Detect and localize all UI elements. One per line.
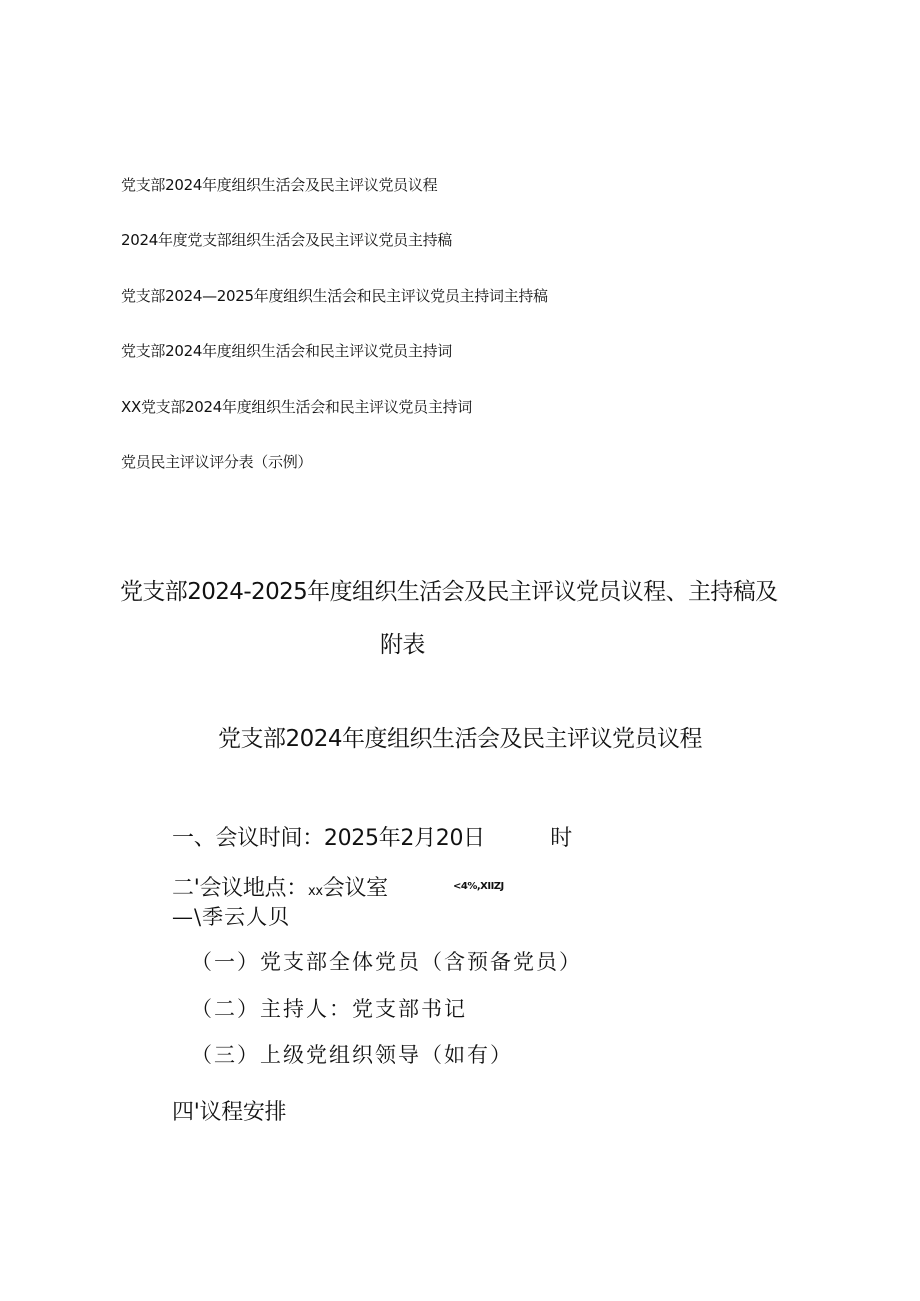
meeting-place (172, 871, 388, 902)
meeting-time-suffix: 时 (550, 826, 572, 851)
ocr-artifact-mark: <4%,XIIZJ (453, 881, 504, 892)
attendee-item-3: （三）上级党组织领导（如有） (191, 1043, 513, 1067)
toc-item-6[interactable]: 党员民主评议评分表（示例） (121, 453, 313, 471)
meeting-time-label: 一、会议时间：2025年2月20日 (172, 826, 485, 851)
section-title: 党支部2024年度组织生活会及民主评议党员议程 (217, 726, 703, 752)
attendees-heading: —\季云人贝 (172, 905, 291, 929)
toc-item-2[interactable]: 2024年度党支部组织生活会及民主评议党员主持稿 (121, 231, 452, 249)
meeting-place-label: 二'会议地点： (172, 876, 308, 901)
attendee-item-2: （二）主持人：党支部书记 (191, 997, 467, 1021)
toc-item-1[interactable]: 党支部2024年度组织生活会及民主评议党员议程 (121, 176, 438, 194)
document-title-line-1: 党支部2024-2025年度组织生活会及民主评议党员议程、主持稿及 (120, 579, 778, 605)
meeting-place-prefix: xx (307, 884, 323, 899)
meeting-time (172, 821, 572, 852)
attendee-item-1: （一）党支部全体党员（含预备党员） (191, 950, 582, 974)
toc-item-3[interactable]: 党支部2024—2025年度组织生活会和民主评议党员主持词主持稿 (121, 287, 548, 305)
meeting-place-value: 会议室 (322, 876, 388, 901)
toc-item-5[interactable]: XX党支部2024年度组织生活会和民主评议党员主持词 (121, 398, 472, 416)
toc-item-4[interactable]: 党支部2024年度组织生活会和民主评议党员主持词 (121, 342, 452, 360)
schedule-heading: 四'议程安排 (172, 1100, 287, 1125)
document-title-line-2: 附表 (380, 632, 425, 658)
